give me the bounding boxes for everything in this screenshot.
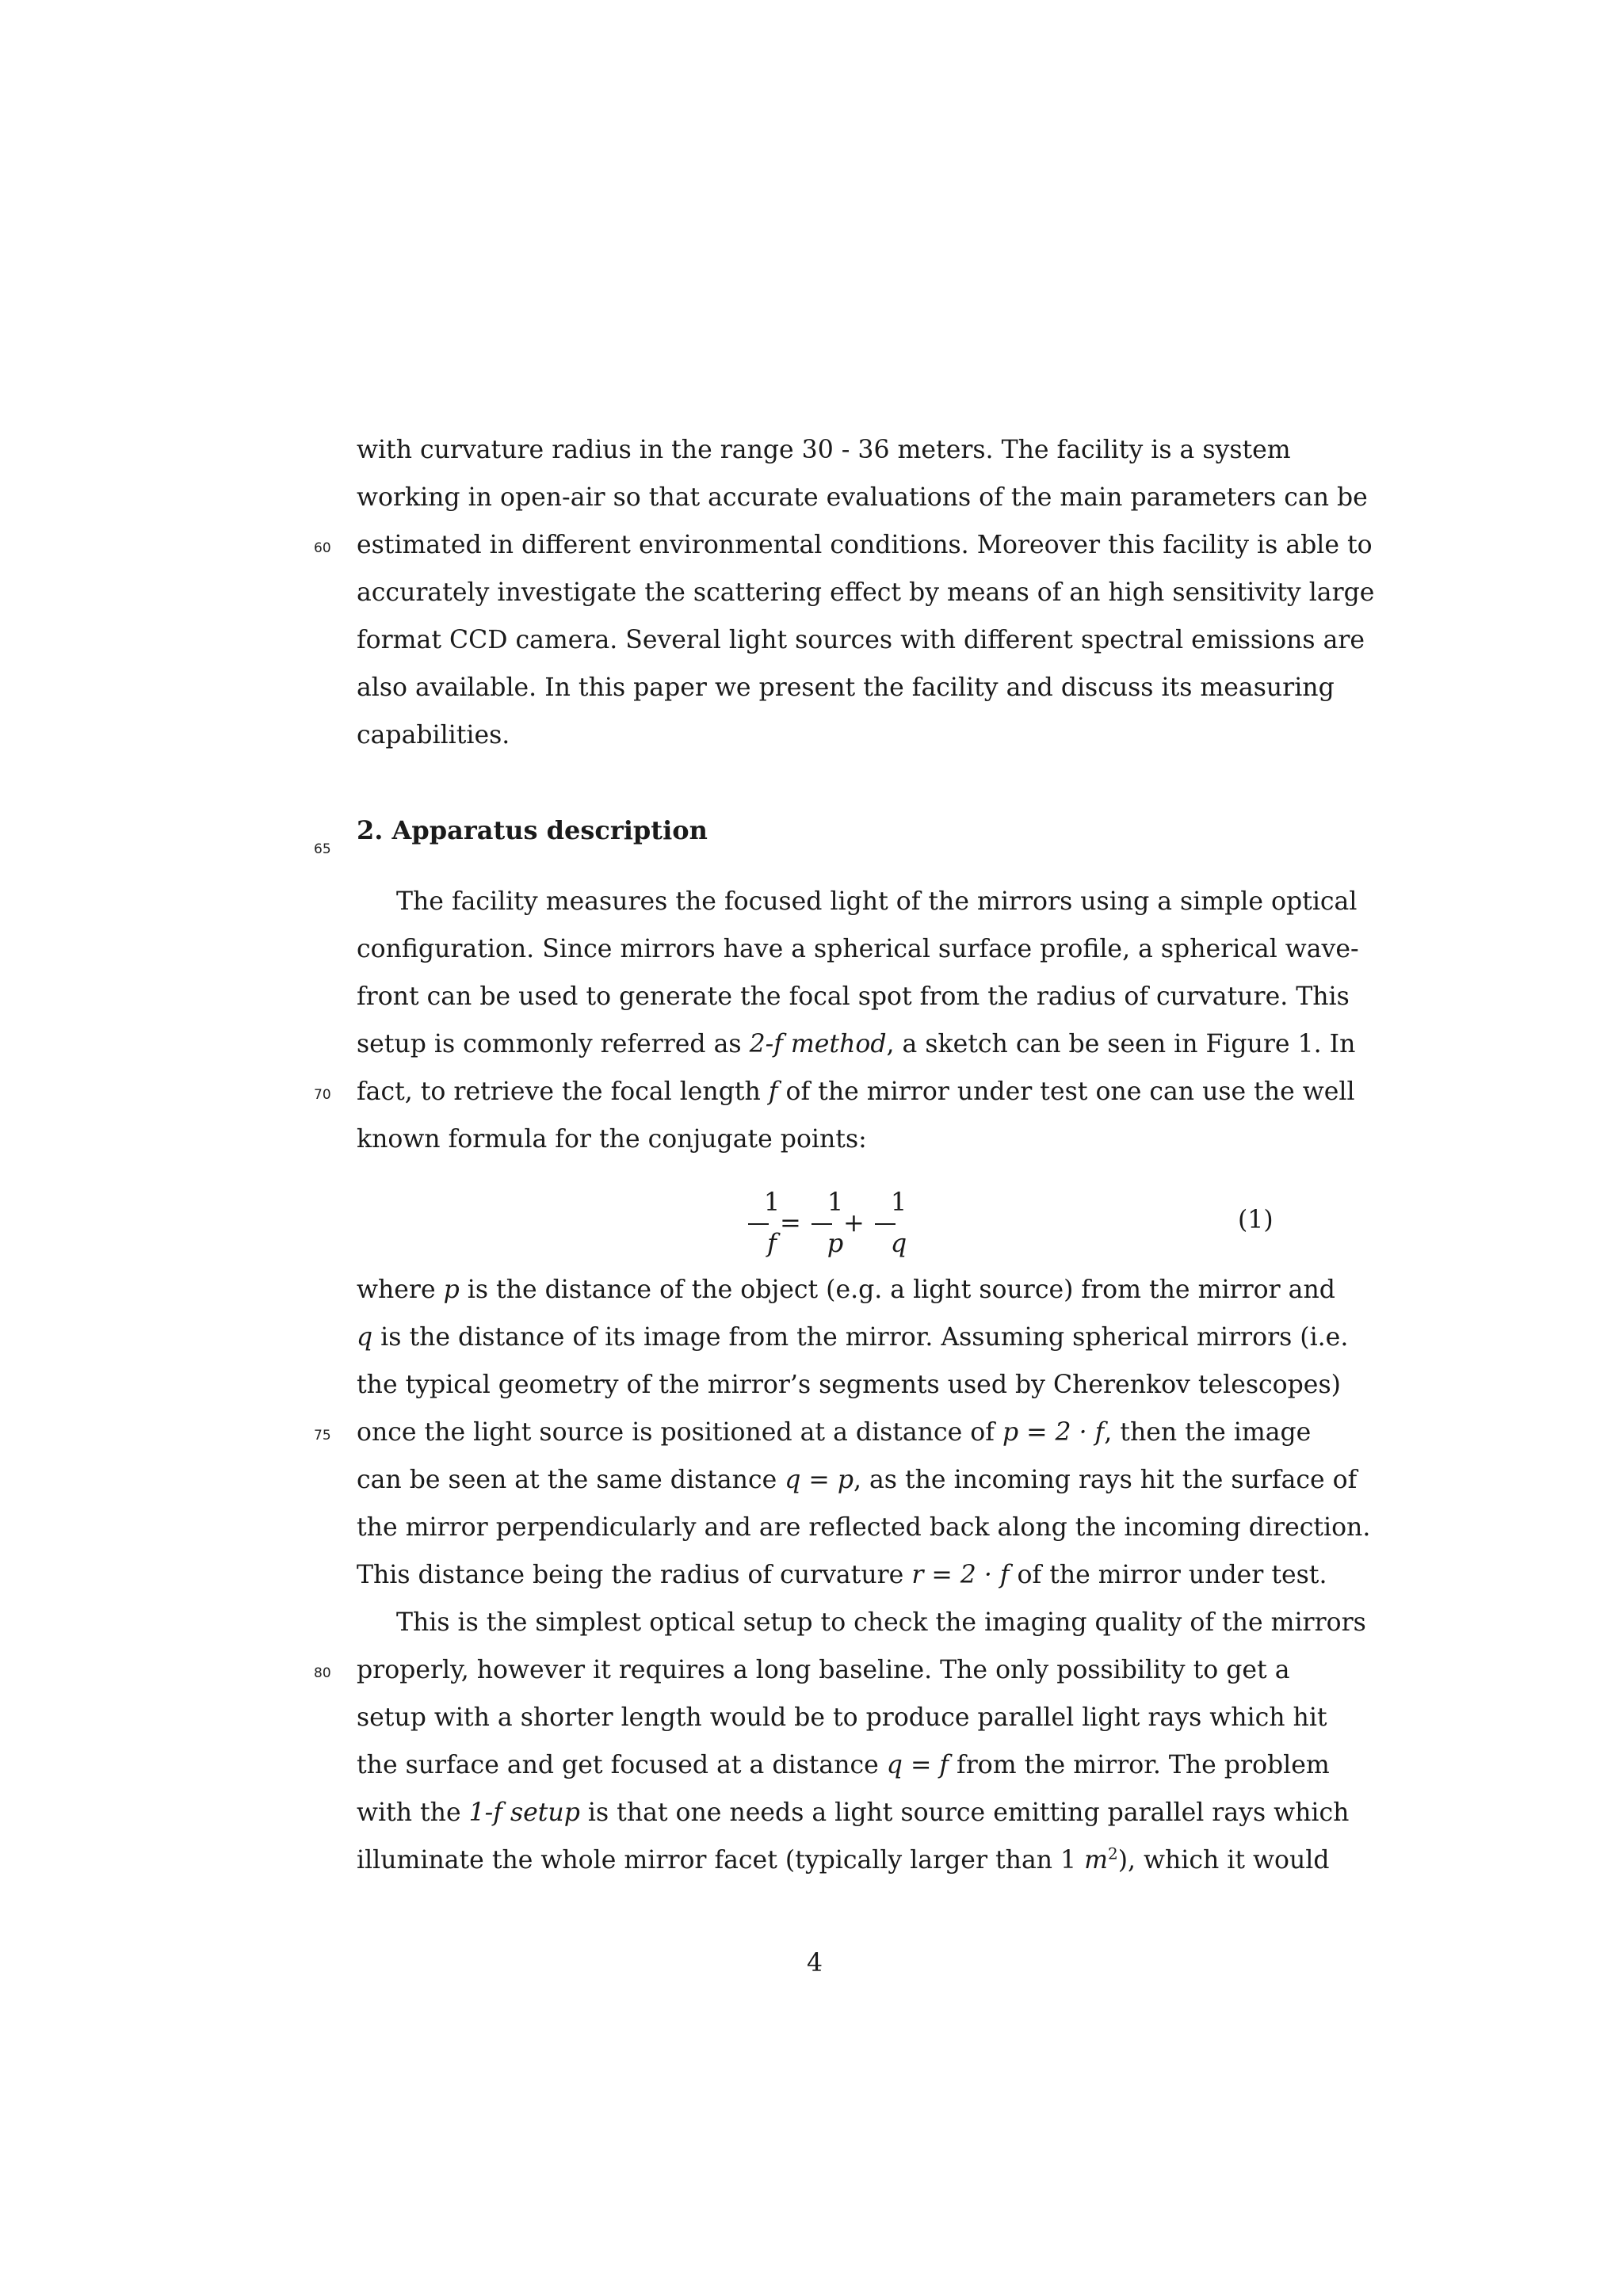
text: is that one needs a light source emitting parallel rays which <box>579 1798 1350 1827</box>
numerator: 1 <box>890 1187 907 1217</box>
text: illuminate the whole mirror facet (typically larger than 1 <box>357 1846 1085 1875</box>
text-line: format CCD camera. Several light sources with different spectral emissions are <box>357 626 1365 654</box>
text-line <box>357 1322 1349 1353</box>
math-variable: f <box>768 1077 778 1106</box>
text-line <box>357 1749 1330 1781</box>
numerator: 1 <box>827 1187 844 1217</box>
math-expression: p = 2 · f <box>1002 1418 1105 1447</box>
text-line: The facility measures the focused light of the mirrors using a simple optical <box>396 887 1358 916</box>
text: is the distance of the object (e.g. a light source) from the mirror and <box>459 1276 1335 1304</box>
line-number: 70 <box>314 1087 331 1103</box>
text: fact, to retrieve the focal length <box>357 1077 769 1106</box>
text: , a sketch can be seen in Figure 1. In <box>886 1030 1356 1058</box>
superscript: 2 <box>1107 1844 1118 1863</box>
math-variable: q <box>357 1323 373 1352</box>
denominator: f <box>767 1228 777 1258</box>
line-number: 80 <box>314 1665 331 1681</box>
text: of the mirror under test one can use the well <box>777 1077 1355 1106</box>
text-line <box>357 1028 1356 1060</box>
math-expression: q = f <box>886 1751 949 1779</box>
text-line: estimated in different environmental conditions. Moreover this facility is able to <box>357 531 1373 559</box>
text-line: also available. In this paper we present the facility and discuss its measuring <box>357 673 1335 702</box>
equation-number: (1) <box>1238 1206 1274 1234</box>
text-line <box>357 1559 1327 1591</box>
text-line: properly, however it requires a long baseline. The only possibility to get a <box>357 1656 1290 1684</box>
emphasis-text: 2-f method <box>749 1030 887 1058</box>
text: of the mirror under test. <box>1009 1561 1327 1589</box>
text: the surface and get focused at a distance <box>357 1751 887 1779</box>
text-line: This is the simplest optical setup to check the imaging quality of the mirrors <box>396 1608 1366 1637</box>
text-line <box>357 1274 1335 1306</box>
text: setup is commonly referred as <box>357 1030 750 1058</box>
fraction-bar <box>875 1223 896 1225</box>
fraction-bar <box>748 1223 769 1225</box>
text: , then the image <box>1104 1418 1312 1447</box>
text: once the light source is positioned at a distance of <box>357 1418 1002 1447</box>
equals-sign: = <box>780 1207 801 1238</box>
text-line <box>357 1417 1312 1448</box>
text-line: accurately investigate the scattering effect by means of an high sensitivity large <box>357 578 1375 607</box>
text: where <box>357 1276 444 1304</box>
text: is the distance of its image from the mirror. Assuming spherical mirrors (i.e. <box>372 1323 1349 1352</box>
text: with the <box>357 1798 469 1827</box>
text: can be seen at the same distance <box>357 1466 785 1494</box>
text-line: configuration. Since mirrors have a spherical surface profile, a spherical wave- <box>357 935 1359 963</box>
text-line: the typical geometry of the mirror’s segments used by Cherenkov telescopes) <box>357 1371 1341 1399</box>
text: from the mirror. The problem <box>949 1751 1330 1779</box>
text-line: setup with a shorter length would be to produce parallel light rays which hit <box>357 1703 1327 1732</box>
text: This distance being the radius of curvature <box>357 1561 912 1589</box>
section-heading: 2. Apparatus description <box>357 815 708 845</box>
denominator: q <box>890 1228 907 1258</box>
math-expression: r = 2 · f <box>911 1561 1010 1589</box>
text-line: working in open-air so that accurate evaluations of the main parameters can be <box>357 483 1368 512</box>
text-line: the mirror perpendicularly and are reflected back along the incoming direction. <box>357 1513 1371 1542</box>
line-number: 65 <box>314 841 331 857</box>
plus-sign: + <box>843 1207 865 1238</box>
fraction-bar <box>812 1223 832 1225</box>
text-line: with curvature radius in the range 30 - 36 meters. The facility is a system <box>357 436 1291 464</box>
text-line <box>357 1464 1358 1496</box>
denominator: p <box>827 1228 844 1258</box>
math-variable: p <box>443 1276 460 1304</box>
text-line <box>357 1844 1330 1876</box>
text: ), which it would <box>1117 1846 1330 1875</box>
emphasis-text: 1-f setup <box>468 1798 580 1827</box>
text-line: capabilities. <box>357 721 510 749</box>
line-number: 75 <box>314 1428 331 1444</box>
text-line <box>357 1797 1350 1829</box>
text-line: front can be used to generate the focal spot from the radius of curvature. This <box>357 982 1350 1011</box>
numerator: 1 <box>763 1187 781 1217</box>
text-line: known formula for the conjugate points: <box>357 1125 867 1154</box>
text-line <box>357 1076 1355 1108</box>
text: , as the incoming rays hit the surface of <box>854 1466 1358 1494</box>
math-expression: q = p <box>785 1466 854 1494</box>
page-number: 4 <box>807 1949 823 1978</box>
line-number: 60 <box>314 540 331 556</box>
math-variable: m <box>1084 1846 1108 1875</box>
